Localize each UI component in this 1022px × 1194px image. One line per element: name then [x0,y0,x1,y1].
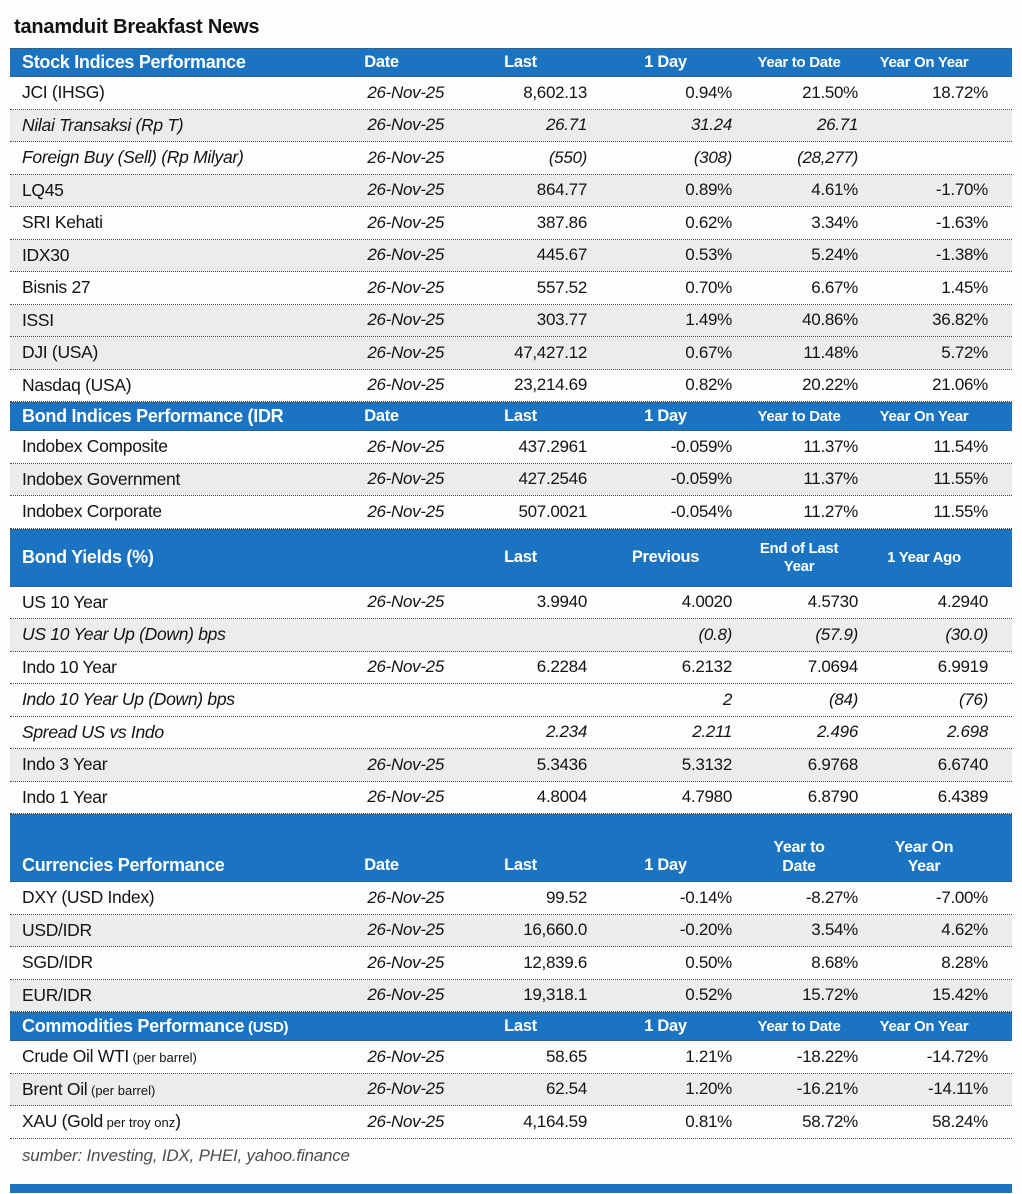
column-header-last: Last [504,406,537,425]
row-label-text: ISSI [22,309,54,330]
cell-date: 26-Nov-25 [367,115,444,135]
cell-year-on-year: -1.63% [935,212,988,232]
cell-year-to-date: 11.27% [803,501,858,521]
cell-one-day: (308) [693,147,732,167]
cell-date: 26-Nov-25 [367,592,444,612]
table-row [10,882,1012,915]
stock-indices-header [10,48,1012,77]
header-title-text: Bond Yields (%) [22,547,154,567]
cell-year-to-date: 3.34% [811,212,858,232]
row-label [10,147,315,168]
row-label-text: Indobex Corporate [22,501,162,522]
cell-date: 26-Nov-25 [367,82,444,102]
row-label [10,624,315,645]
cell-year-on-year: -7.00% [935,887,988,907]
cell-last: 6.2284 [536,657,587,677]
cell-one-day: 6.2132 [681,657,732,677]
table-row [10,1106,1012,1139]
row-label [10,212,315,233]
cell-date: 26-Nov-25 [367,180,444,200]
cell-year-on-year: (30.0) [945,624,988,644]
row-label [10,920,315,941]
table-row [10,207,1012,240]
cell-year-to-date: 15.72% [802,985,858,1005]
table-row [10,980,1012,1013]
cell-last: 99.52 [545,887,587,907]
cell-year-on-year: 6.4389 [937,787,988,807]
row-label [10,787,315,808]
column-header-year-on-year: Year On Year [879,53,969,71]
bond-indices-header-title [10,406,315,427]
cell-last: 16,660.0 [523,920,587,940]
cell-last: 8,602.13 [523,82,587,102]
cell-year-on-year: -14.72% [926,1046,988,1066]
cell-year-to-date: 5.24% [811,245,858,265]
currencies-header [10,814,1012,882]
cell-year-on-year: 21.06% [932,375,988,395]
source-note: sumber: Investing, IDX, PHEI, yahoo.finance [22,1145,350,1165]
row-label-text: SRI Kehati [22,212,103,233]
cell-year-to-date: (84) [828,689,858,709]
cell-date: 26-Nov-25 [367,277,444,297]
cell-date: 26-Nov-25 [367,920,444,940]
row-label-text: Indo 10 Year [22,656,117,677]
row-label-text: Indo 3 Year [22,754,108,775]
cell-one-day: -0.14% [679,887,732,907]
cell-date: 26-Nov-25 [367,212,444,232]
row-label [10,1111,315,1132]
table-row [10,619,1012,652]
cell-year-to-date: 58.72% [802,1111,858,1131]
bottom-bar [10,1184,1012,1193]
row-label-text: Indo 10 Year Up (Down) bps [22,689,235,710]
row-label [10,754,315,775]
currencies-table [10,814,1012,1012]
header-title-text: Stock Indices Performance [22,52,246,72]
row-label [10,985,315,1006]
cell-last: (550) [548,147,587,167]
cell-last: 507.0021 [518,501,587,521]
column-header-last: Last [504,547,537,566]
cell-last: 437.2961 [518,436,587,456]
cell-one-day: 1.49% [685,310,732,330]
cell-year-on-year: 36.82% [932,310,988,330]
page-title: tanamduit Breakfast News [14,16,260,38]
column-header-year-on-year: Year On Year [894,838,954,875]
cell-year-to-date: 6.67% [811,277,858,297]
cell-last: 12,839.6 [523,952,587,972]
cell-last: 864.77 [536,180,587,200]
column-header-one-day: 1 Day [644,1016,687,1035]
row-label-text: Bisnis 27 [22,277,91,298]
row-label-text: LQ45 [22,179,64,200]
column-header-one-day: 1 Day [644,52,687,71]
cell-date: 26-Nov-25 [367,887,444,907]
table-row [10,749,1012,782]
row-label [10,592,315,613]
table-row [10,684,1012,717]
cell-year-on-year: -1.38% [935,245,988,265]
table-row [10,464,1012,497]
row-label-text: EUR/IDR [22,984,92,1005]
cell-date: 26-Nov-25 [367,985,444,1005]
cell-year-on-year: 6.6740 [937,754,988,774]
cell-last: 427.2546 [518,469,587,489]
header-title-small-text: (USD) [244,1019,289,1036]
column-header-year-on-year: Year On Year [879,407,969,425]
row-label-text: SGD/IDR [22,952,93,973]
cell-year-on-year: -14.11% [928,1079,988,1099]
row-label [10,469,315,490]
column-header-year-to-date: Year to Date [757,407,841,425]
row-label-text: XAU (Gold [22,1111,103,1132]
column-header-one-day: 1 Day [644,856,687,875]
column-header-year-to-date: Year to Date [757,1017,841,1035]
table-row [10,1041,1012,1074]
table-row [10,1074,1012,1107]
cell-year-on-year: 8.28% [941,952,988,972]
bond-yields-header [10,529,1012,587]
cell-year-to-date: 40.86% [802,310,858,330]
row-label-text: DXY (USD Index) [22,887,155,908]
cell-year-to-date: 21.50% [802,82,858,102]
cell-one-day: 0.82% [685,375,732,395]
table-row [10,110,1012,143]
stock-indices-table [10,48,1012,402]
cell-year-on-year: 2.698 [946,722,988,742]
table-row [10,652,1012,685]
row-label-text: USD/IDR [22,919,92,940]
row-label [10,1046,315,1067]
row-label-text: Nilai Transaksi (Rp T) [22,114,184,135]
cell-year-on-year: 1.45% [941,277,988,297]
bond-indices-table [10,402,1012,529]
row-label-text: IDX30 [22,244,70,265]
cell-last: 47,427.12 [514,342,587,362]
cell-year-to-date: 8.68% [811,952,858,972]
cell-last: 2.234 [545,722,587,742]
cell-date: 26-Nov-25 [367,375,444,395]
cell-date: 26-Nov-25 [367,245,444,265]
cell-one-day: 0.81% [685,1111,732,1131]
column-header-year-to-date: Year to Date [773,838,825,875]
cell-one-day: 2.211 [692,722,732,742]
cell-year-to-date: (57.9) [815,624,858,644]
row-label [10,115,315,136]
row-label [10,245,315,266]
cell-year-on-year: 11.54% [933,436,988,456]
cell-year-to-date: 11.37% [803,469,858,489]
cell-date: 26-Nov-25 [367,469,444,489]
cell-date: 26-Nov-25 [367,1079,444,1099]
column-header-date: Date [364,856,399,875]
row-label [10,689,315,710]
cell-one-day: -0.059% [670,436,732,456]
row-label-text: Brent Oil [22,1078,88,1099]
cell-one-day: -0.054% [670,501,732,521]
cell-one-day: -0.20% [679,920,732,940]
row-label-small-text: (per barrel) [87,1082,156,1098]
cell-last: 26.71 [545,115,587,135]
column-header-date: Date [364,406,399,425]
cell-year-to-date: 4.5730 [807,592,858,612]
cell-last: 387.86 [536,212,587,232]
row-label-text: DJI (USA) [22,342,99,363]
cell-one-day: 0.50% [685,952,732,972]
cell-one-day: (0.8) [698,624,732,644]
cell-year-to-date: 6.9768 [807,754,858,774]
cell-date: 26-Nov-25 [367,657,444,677]
cell-one-day: 31.24 [690,115,732,135]
cell-one-day: 0.53% [685,245,732,265]
row-label-small-text: per troy onz [102,1115,176,1131]
row-label [10,887,315,908]
cell-date: 26-Nov-25 [367,501,444,521]
commodities-table [10,1012,1012,1139]
row-label-text: Crude Oil WTI [22,1046,129,1067]
cell-one-day: 0.67% [685,342,732,362]
cell-date: 26-Nov-25 [367,436,444,456]
header-title-text: Bond Indices Performance (IDR [22,406,284,426]
row-label-text: Indo 1 Year [22,786,108,807]
cell-one-day: 1.20% [685,1079,732,1099]
bond-yields-table [10,529,1012,815]
cell-one-day: 0.89% [685,180,732,200]
row-label-text: Nasdaq (USA) [22,374,132,395]
cell-one-day: 0.52% [685,985,732,1005]
column-header-one-day: 1 Day [644,406,687,425]
column-header-last: Last [504,52,537,71]
table-row [10,782,1012,815]
cell-one-day: 5.3132 [681,754,732,774]
currencies-header-title [10,855,315,876]
stock-indices-header-title [10,52,315,73]
cell-last: 557.52 [536,277,587,297]
column-header-last: Last [504,1016,537,1035]
cell-one-day: 1.21% [685,1046,732,1066]
cell-last: 303.77 [536,310,587,330]
row-label-text: US 10 Year Up (Down) bps [22,624,226,645]
cell-year-to-date: 11.48% [803,342,858,362]
cell-year-to-date: (28,277) [797,147,858,167]
cell-one-day: 2 [722,689,732,709]
tables-container [10,48,1012,1139]
cell-date: 26-Nov-25 [367,754,444,774]
row-label-text: Foreign Buy (Sell) (Rp Milyar) [22,147,244,168]
row-label [10,1079,315,1100]
cell-year-to-date: 2.496 [816,722,858,742]
cell-year-to-date: 4.61% [811,180,858,200]
cell-last: 23,214.69 [514,375,587,395]
cell-year-on-year: 4.2940 [937,592,988,612]
cell-year-on-year: (76) [958,689,988,709]
cell-year-to-date: -8.27% [805,887,858,907]
row-label [10,657,315,678]
cell-year-on-year: 18.72% [932,82,988,102]
cell-one-day: 4.7980 [681,787,732,807]
table-row [10,305,1012,338]
row-label-text: US 10 Year [22,591,108,612]
row-label-text: Indobex Government [22,468,181,489]
cell-date: 26-Nov-25 [367,952,444,972]
table-row [10,587,1012,620]
row-label-text: JCI (IHSG) [22,82,105,103]
cell-year-on-year: 6.9919 [937,657,988,677]
cell-date: 26-Nov-25 [367,342,444,362]
table-row [10,717,1012,750]
column-header-year-to-date: Year to Date [757,53,841,71]
table-row [10,77,1012,110]
table-row [10,915,1012,948]
row-label [10,501,315,522]
column-header-one-day: Previous [631,547,700,566]
cell-year-on-year: 15.42% [932,985,988,1005]
header-title-text: Currencies Performance [22,855,225,875]
cell-year-on-year: 4.62% [941,920,988,940]
cell-year-to-date: 11.37% [803,436,858,456]
cell-date: 26-Nov-25 [367,147,444,167]
cell-date: 26-Nov-25 [367,787,444,807]
cell-year-to-date: 7.0694 [807,657,858,677]
cell-last: 4.8004 [536,787,587,807]
table-row [10,272,1012,305]
row-label [10,952,315,973]
cell-year-on-year: 58.24% [932,1111,988,1131]
column-header-year-to-date: End of Last Year [759,539,839,575]
row-label-text: Spread US vs Indo [22,721,164,742]
cell-year-to-date: -18.22% [796,1046,858,1066]
cell-last: 3.9940 [536,592,587,612]
cell-year-to-date: -16.21% [796,1079,858,1099]
cell-one-day: -0.059% [670,469,732,489]
table-row [10,496,1012,529]
cell-year-to-date: 20.22% [802,375,858,395]
column-header-date: Date [364,52,399,71]
table-row [10,431,1012,464]
cell-year-on-year: -1.70% [935,180,988,200]
cell-last: 19,318.1 [523,985,587,1005]
table-row [10,370,1012,403]
row-label [10,722,315,743]
row-label [10,277,315,298]
row-label [10,375,315,396]
cell-date: 26-Nov-25 [367,1046,444,1066]
cell-one-day: 0.70% [685,277,732,297]
cell-last: 62.54 [545,1079,587,1099]
row-label-text: Indobex Composite [22,436,168,457]
column-header-last: Last [504,856,537,875]
column-header-year-on-year: 1 Year Ago [887,548,961,566]
row-label [10,310,315,331]
row-label-suffix: ) [175,1111,181,1132]
table-row [10,947,1012,980]
row-label [10,436,315,457]
header-title-text: Commodities Performance [22,1016,245,1036]
cell-one-day: 0.94% [685,82,732,102]
cell-last: 445.67 [536,245,587,265]
cell-date: 26-Nov-25 [367,310,444,330]
cell-year-to-date: 26.71 [816,115,858,135]
commodities-header [10,1012,1012,1041]
row-label [10,180,315,201]
cell-one-day: 4.0020 [681,592,732,612]
cell-year-on-year: 5.72% [941,342,988,362]
bond-indices-header [10,402,1012,431]
cell-last: 58.65 [545,1046,587,1066]
cell-year-to-date: 6.8790 [807,787,858,807]
table-row [10,337,1012,370]
cell-date: 26-Nov-25 [367,1111,444,1131]
row-label [10,342,315,363]
row-label [10,82,315,103]
column-header-year-on-year: Year On Year [879,1017,969,1035]
row-label-small-text: (per barrel) [128,1050,197,1066]
table-row [10,175,1012,208]
cell-last: 4,164.59 [523,1111,587,1131]
cell-last: 5.3436 [536,754,587,774]
cell-year-on-year: 11.55% [933,501,988,521]
cell-one-day: 0.62% [685,212,732,232]
table-row [10,240,1012,273]
commodities-header-title [10,1016,315,1037]
table-row [10,142,1012,175]
cell-year-to-date: 3.54% [811,920,858,940]
bond-yields-header-title [10,547,315,568]
cell-year-on-year: 11.55% [933,469,988,489]
